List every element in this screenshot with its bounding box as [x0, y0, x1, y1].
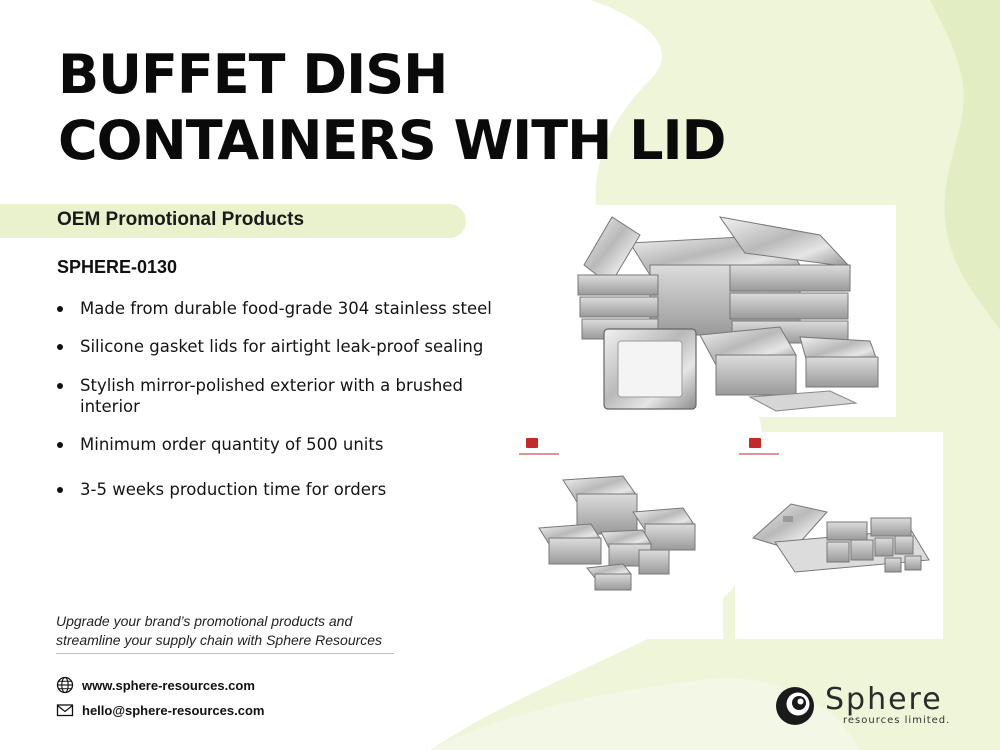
globe-icon: [56, 676, 74, 694]
contact-website[interactable]: [56, 676, 255, 694]
title-line-2: CONTAINERS WITH LID: [58, 109, 726, 172]
tagline: Upgrade your brand’s promotional products and streamline your supply chain with Sphere Resources: [56, 613, 383, 648]
feature-item: Made from durable food-grade 304 stainless steel: [54, 298, 514, 319]
product-sku: SPHERE-0130: [57, 257, 178, 277]
contact-email[interactable]: [56, 701, 264, 719]
website-link[interactable]: www.sphere-resources.com: [82, 677, 255, 693]
feature-list: [54, 298, 514, 500]
logo-subtitle: resources limited.: [843, 715, 951, 726]
title-line-1: BUFFET DISH: [58, 43, 448, 106]
product-photo-3-image: [735, 432, 943, 639]
product-photo-main: [570, 205, 896, 417]
feature-item: Minimum order quantity of 500 units: [54, 434, 514, 455]
page-title: [58, 42, 778, 174]
feature-item: Stylish mirror-polished exterior with a brushed interior: [54, 375, 514, 417]
email-link[interactable]: hello@sphere-resources.com: [82, 702, 265, 718]
product-photo-2: [513, 432, 723, 639]
product-photo-2-image: [513, 432, 723, 639]
product-photo-3: [735, 432, 943, 639]
sphere-logo-icon: [773, 682, 819, 728]
envelope-icon: [56, 701, 74, 719]
feature-item: Silicone gasket lids for airtight leak-proof sealing: [54, 336, 514, 357]
subtitle: OEM Promotional Products: [57, 209, 305, 230]
logo-wordmark: Sphere: [825, 682, 943, 717]
feature-item: 3-5 weeks production time for orders: [54, 479, 514, 500]
sphere-logo: [773, 682, 983, 730]
divider: [56, 653, 394, 654]
